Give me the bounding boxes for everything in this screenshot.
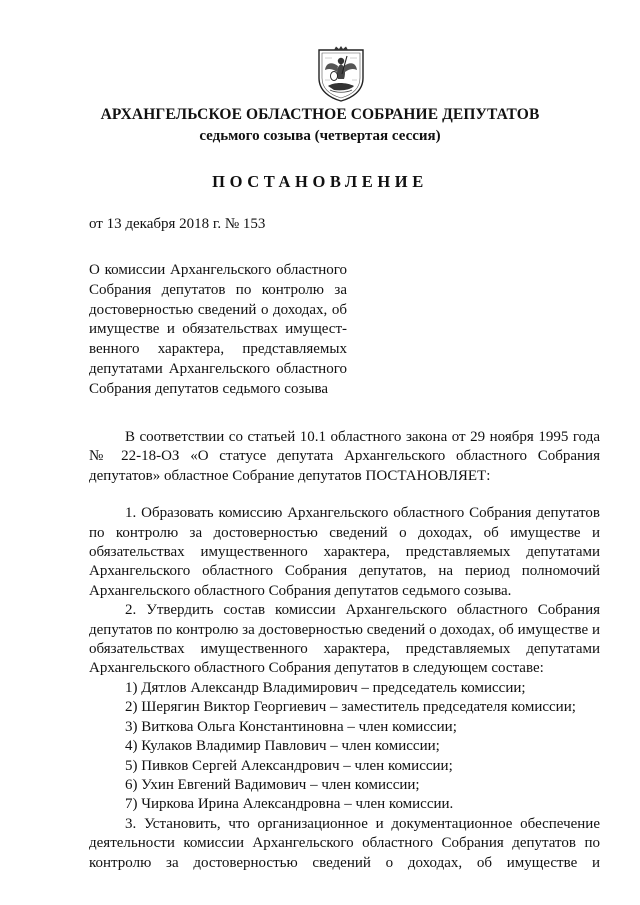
subject-line: имуществе и обязательствах имущест-	[89, 321, 347, 338]
body-line: 2. Утвердить состав комиссии Архангельского областного Собрания	[125, 602, 600, 619]
body-line: обязательствах имущественного характера, представляемых депутатами	[89, 641, 600, 658]
member-item: 1) Дятлов Александр Владимирович – председатель комиссии;	[125, 679, 526, 696]
preamble	[89, 428, 600, 486]
body-line: № 22-18-ОЗ «О статусе депутата Архангельского областного Собрания	[89, 448, 600, 465]
organization-subtitle: седьмого созыва (четвертая сессия)	[199, 128, 441, 144]
coat-of-arms-icon	[316, 46, 366, 102]
subject-line: Собрания депутатов по контролю за	[89, 281, 347, 298]
body-line: Архангельского областного Собрания депутатов седьмого созыва.	[89, 582, 512, 599]
member-item: 4) Кулаков Владимир Павлович – член комиссии;	[125, 738, 440, 755]
body-line: по контролю за достоверностью сведений о доходах, об имуществе и	[89, 524, 600, 541]
clause-2	[89, 601, 600, 814]
body-line: обязательствах имущественного характера, представляемых депутатами	[89, 544, 600, 561]
document-subject	[89, 261, 347, 400]
clause-3	[89, 815, 600, 873]
document-body	[89, 428, 600, 873]
clause-1	[89, 504, 600, 601]
body-line: депутатов» областное Собрание депутатов ПОСТАНОВЛЯЕТ:	[89, 467, 491, 484]
body-line: контролю за достоверностью сведений о доходах, об имуществе и	[89, 854, 600, 871]
body-line: Архангельского областного Собрания депутатов, на период полномочий	[89, 563, 600, 580]
document-type: ПОСТАНОВЛЕНИЕ	[212, 172, 428, 191]
body-line: деятельности комиссии Архангельского областного Собрания депутатов по	[89, 835, 600, 852]
body-line: депутатов по контролю за достоверностью сведений о доходах, об имуществе и	[89, 621, 600, 638]
organization-title: АРХАНГЕЛЬСКОЕ ОБЛАСТНОЕ СОБРАНИЕ ДЕПУТАТОВ	[100, 106, 540, 123]
member-item: 3) Виткова Ольга Константиновна – член комиссии;	[125, 718, 457, 735]
body-line: 1. Образовать комиссию Архангельского областного Собрания депутатов	[125, 505, 600, 522]
subject-line: Собрания депутатов седьмого созыва	[89, 380, 329, 397]
subject-line: депутатами Архангельского областного	[89, 360, 347, 377]
member-item: 6) Ухин Евгений Вадимович – член комиссии;	[125, 776, 420, 793]
subject-line: венного характера, представляемых	[89, 341, 347, 358]
subject-line: О комиссии Архангельского областного	[89, 262, 347, 278]
body-line: Архангельского областного Собрания депутатов в следующем составе:	[89, 660, 544, 677]
body-line: В соответствии со статьей 10.1 областного закона от 29 ноября 1995 года	[125, 429, 600, 445]
subject-line: достоверностью сведений о доходах, об	[89, 301, 347, 318]
member-item: 7) Чиркова Ирина Александровна – член комиссии.	[125, 796, 454, 813]
member-item: 2) Шерягин Виктор Георгиевич – заместитель председателя комиссии;	[125, 699, 576, 716]
document-date-number: от 13 декабря 2018 г. № 153	[89, 216, 266, 232]
member-item: 5) Пивков Сергей Александрович – член комиссии;	[125, 757, 453, 774]
body-line: 3. Установить, что организационное и документационное обеспечение	[125, 815, 600, 832]
